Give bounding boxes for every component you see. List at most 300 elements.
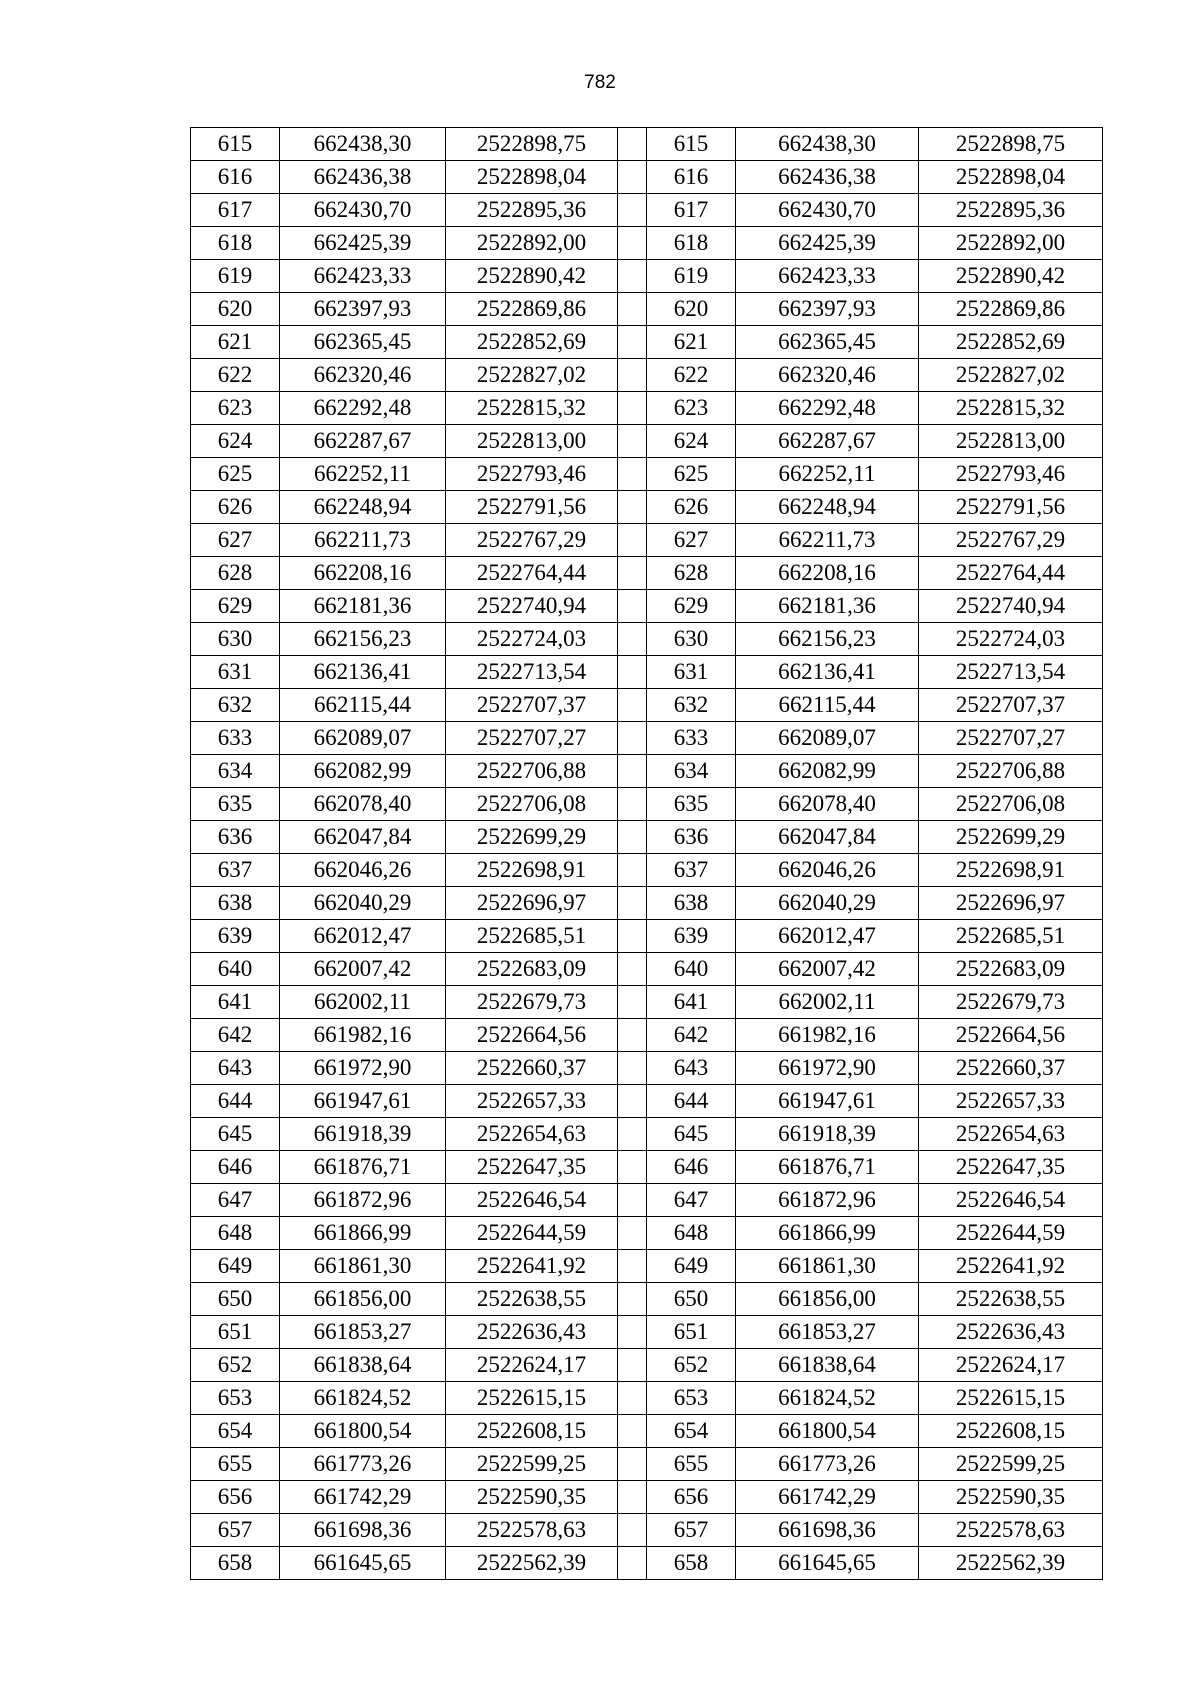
- point-number-cell: 652: [647, 1349, 736, 1382]
- spacer-cell: [618, 722, 647, 755]
- x-coordinate-cell: 661856,00: [736, 1283, 919, 1316]
- point-number-cell: 633: [191, 722, 280, 755]
- x-coordinate-cell: 662292,48: [736, 392, 919, 425]
- y-coordinate-cell: 2522638,55: [919, 1283, 1103, 1316]
- y-coordinate-cell: 2522624,17: [919, 1349, 1103, 1382]
- y-coordinate-cell: 2522898,04: [919, 161, 1103, 194]
- spacer-cell: [618, 1184, 647, 1217]
- point-number-cell: 640: [191, 953, 280, 986]
- x-coordinate-cell: 662040,29: [280, 887, 446, 920]
- spacer-cell: [618, 788, 647, 821]
- y-coordinate-cell: 2522699,29: [446, 821, 618, 854]
- spacer-cell: [618, 689, 647, 722]
- spacer-cell: [618, 1349, 647, 1382]
- x-coordinate-cell: 662430,70: [736, 194, 919, 227]
- point-number-cell: 657: [647, 1514, 736, 1547]
- point-number-cell: 635: [647, 788, 736, 821]
- y-coordinate-cell: 2522615,15: [446, 1382, 618, 1415]
- x-coordinate-cell: 662208,16: [736, 557, 919, 590]
- y-coordinate-cell: 2522698,91: [919, 854, 1103, 887]
- spacer-cell: [618, 260, 647, 293]
- point-number-cell: 641: [647, 986, 736, 1019]
- table-row: [191, 1547, 1103, 1580]
- y-coordinate-cell: 2522869,86: [919, 293, 1103, 326]
- x-coordinate-cell: 662007,42: [280, 953, 446, 986]
- y-coordinate-cell: 2522654,63: [919, 1118, 1103, 1151]
- point-number-cell: 616: [647, 161, 736, 194]
- coordinates-table-body: [191, 128, 1103, 1580]
- y-coordinate-cell: 2522895,36: [919, 194, 1103, 227]
- point-number-cell: 655: [647, 1448, 736, 1481]
- point-number-cell: 654: [647, 1415, 736, 1448]
- y-coordinate-cell: 2522892,00: [919, 227, 1103, 260]
- x-coordinate-cell: 662012,47: [280, 920, 446, 953]
- point-number-cell: 648: [191, 1217, 280, 1250]
- x-coordinate-cell: 662208,16: [280, 557, 446, 590]
- y-coordinate-cell: 2522696,97: [919, 887, 1103, 920]
- y-coordinate-cell: 2522599,25: [446, 1448, 618, 1481]
- x-coordinate-cell: 662181,36: [736, 590, 919, 623]
- spacer-cell: [618, 392, 647, 425]
- table-row: [191, 788, 1103, 821]
- point-number-cell: 626: [647, 491, 736, 524]
- x-coordinate-cell: 661742,29: [280, 1481, 446, 1514]
- point-number-cell: 654: [191, 1415, 280, 1448]
- point-number-cell: 644: [647, 1085, 736, 1118]
- spacer-cell: [618, 524, 647, 557]
- y-coordinate-cell: 2522898,04: [446, 161, 618, 194]
- table-row: [191, 1118, 1103, 1151]
- y-coordinate-cell: 2522815,32: [919, 392, 1103, 425]
- point-number-cell: 618: [191, 227, 280, 260]
- point-number-cell: 639: [647, 920, 736, 953]
- table-row: [191, 260, 1103, 293]
- point-number-cell: 627: [191, 524, 280, 557]
- x-coordinate-cell: 661972,90: [280, 1052, 446, 1085]
- spacer-cell: [618, 1250, 647, 1283]
- point-number-cell: 627: [647, 524, 736, 557]
- point-number-cell: 649: [191, 1250, 280, 1283]
- spacer-cell: [618, 293, 647, 326]
- y-coordinate-cell: 2522767,29: [446, 524, 618, 557]
- point-number-cell: 653: [647, 1382, 736, 1415]
- x-coordinate-cell: 661866,99: [736, 1217, 919, 1250]
- y-coordinate-cell: 2522562,39: [919, 1547, 1103, 1580]
- spacer-cell: [618, 161, 647, 194]
- y-coordinate-cell: 2522791,56: [446, 491, 618, 524]
- x-coordinate-cell: 662211,73: [280, 524, 446, 557]
- spacer-cell: [618, 656, 647, 689]
- spacer-cell: [618, 128, 647, 161]
- x-coordinate-cell: 662287,67: [736, 425, 919, 458]
- point-number-cell: 623: [191, 392, 280, 425]
- x-coordinate-cell: 662423,33: [736, 260, 919, 293]
- spacer-cell: [618, 425, 647, 458]
- y-coordinate-cell: 2522740,94: [919, 590, 1103, 623]
- point-number-cell: 637: [647, 854, 736, 887]
- point-number-cell: 638: [191, 887, 280, 920]
- table-row: [191, 1052, 1103, 1085]
- point-number-cell: 629: [191, 590, 280, 623]
- point-number-cell: 651: [647, 1316, 736, 1349]
- table-row: [191, 524, 1103, 557]
- point-number-cell: 625: [191, 458, 280, 491]
- point-number-cell: 634: [647, 755, 736, 788]
- x-coordinate-cell: 662436,38: [736, 161, 919, 194]
- x-coordinate-cell: 661918,39: [736, 1118, 919, 1151]
- table-row: [191, 359, 1103, 392]
- point-number-cell: 629: [647, 590, 736, 623]
- x-coordinate-cell: 661645,65: [280, 1547, 446, 1580]
- spacer-cell: [618, 854, 647, 887]
- point-number-cell: 634: [191, 755, 280, 788]
- point-number-cell: 621: [191, 326, 280, 359]
- x-coordinate-cell: 662181,36: [280, 590, 446, 623]
- x-coordinate-cell: 661876,71: [280, 1151, 446, 1184]
- spacer-cell: [618, 821, 647, 854]
- x-coordinate-cell: 661947,61: [280, 1085, 446, 1118]
- y-coordinate-cell: 2522590,35: [919, 1481, 1103, 1514]
- point-number-cell: 624: [191, 425, 280, 458]
- x-coordinate-cell: 661856,00: [280, 1283, 446, 1316]
- table-row: [191, 689, 1103, 722]
- point-number-cell: 657: [191, 1514, 280, 1547]
- y-coordinate-cell: 2522664,56: [919, 1019, 1103, 1052]
- point-number-cell: 645: [191, 1118, 280, 1151]
- x-coordinate-cell: 661838,64: [280, 1349, 446, 1382]
- table-row: [191, 887, 1103, 920]
- y-coordinate-cell: 2522815,32: [446, 392, 618, 425]
- table-row: [191, 161, 1103, 194]
- point-number-cell: 658: [647, 1547, 736, 1580]
- point-number-cell: 625: [647, 458, 736, 491]
- point-number-cell: 630: [191, 623, 280, 656]
- y-coordinate-cell: 2522638,55: [446, 1283, 618, 1316]
- x-coordinate-cell: 662156,23: [736, 623, 919, 656]
- spacer-cell: [618, 1151, 647, 1184]
- y-coordinate-cell: 2522683,09: [919, 953, 1103, 986]
- y-coordinate-cell: 2522791,56: [919, 491, 1103, 524]
- point-number-cell: 615: [647, 128, 736, 161]
- point-number-cell: 642: [647, 1019, 736, 1052]
- point-number-cell: 622: [191, 359, 280, 392]
- point-number-cell: 622: [647, 359, 736, 392]
- point-number-cell: 616: [191, 161, 280, 194]
- x-coordinate-cell: 662082,99: [280, 755, 446, 788]
- spacer-cell: [618, 1085, 647, 1118]
- point-number-cell: 623: [647, 392, 736, 425]
- point-number-cell: 658: [191, 1547, 280, 1580]
- point-number-cell: 648: [647, 1217, 736, 1250]
- point-number-cell: 636: [191, 821, 280, 854]
- point-number-cell: 626: [191, 491, 280, 524]
- table-row: [191, 1283, 1103, 1316]
- spacer-cell: [618, 590, 647, 623]
- table-row: [191, 1382, 1103, 1415]
- x-coordinate-cell: 662248,94: [280, 491, 446, 524]
- x-coordinate-cell: 661742,29: [736, 1481, 919, 1514]
- point-number-cell: 641: [191, 986, 280, 1019]
- x-coordinate-cell: 661872,96: [736, 1184, 919, 1217]
- x-coordinate-cell: 661853,27: [736, 1316, 919, 1349]
- table-row: [191, 1019, 1103, 1052]
- point-number-cell: 621: [647, 326, 736, 359]
- table-row: [191, 293, 1103, 326]
- y-coordinate-cell: 2522647,35: [446, 1151, 618, 1184]
- x-coordinate-cell: 662136,41: [736, 656, 919, 689]
- spacer-cell: [618, 1019, 647, 1052]
- point-number-cell: 647: [191, 1184, 280, 1217]
- spacer-cell: [618, 1415, 647, 1448]
- point-number-cell: 636: [647, 821, 736, 854]
- y-coordinate-cell: 2522664,56: [446, 1019, 618, 1052]
- point-number-cell: 630: [647, 623, 736, 656]
- y-coordinate-cell: 2522644,59: [446, 1217, 618, 1250]
- point-number-cell: 646: [647, 1151, 736, 1184]
- y-coordinate-cell: 2522679,73: [919, 986, 1103, 1019]
- x-coordinate-cell: 661982,16: [736, 1019, 919, 1052]
- table-row: [191, 920, 1103, 953]
- spacer-cell: [618, 887, 647, 920]
- table-row: [191, 326, 1103, 359]
- point-number-cell: 631: [191, 656, 280, 689]
- table-row: [191, 821, 1103, 854]
- table-row: [191, 623, 1103, 656]
- y-coordinate-cell: 2522699,29: [919, 821, 1103, 854]
- point-number-cell: 652: [191, 1349, 280, 1382]
- spacer-cell: [618, 359, 647, 392]
- point-number-cell: 619: [647, 260, 736, 293]
- table-row: [191, 1415, 1103, 1448]
- x-coordinate-cell: 662156,23: [280, 623, 446, 656]
- spacer-cell: [618, 986, 647, 1019]
- spacer-cell: [618, 1547, 647, 1580]
- x-coordinate-cell: 662046,26: [736, 854, 919, 887]
- y-coordinate-cell: 2522660,37: [446, 1052, 618, 1085]
- x-coordinate-cell: 662047,84: [736, 821, 919, 854]
- point-number-cell: 635: [191, 788, 280, 821]
- spacer-cell: [618, 1217, 647, 1250]
- x-coordinate-cell: 662248,94: [736, 491, 919, 524]
- point-number-cell: 617: [647, 194, 736, 227]
- x-coordinate-cell: 662136,41: [280, 656, 446, 689]
- y-coordinate-cell: 2522685,51: [919, 920, 1103, 953]
- point-number-cell: 650: [647, 1283, 736, 1316]
- spacer-cell: [618, 1118, 647, 1151]
- spacer-cell: [618, 491, 647, 524]
- y-coordinate-cell: 2522707,37: [446, 689, 618, 722]
- y-coordinate-cell: 2522578,63: [446, 1514, 618, 1547]
- x-coordinate-cell: 661773,26: [736, 1448, 919, 1481]
- spacer-cell: [618, 326, 647, 359]
- y-coordinate-cell: 2522813,00: [446, 425, 618, 458]
- y-coordinate-cell: 2522890,42: [446, 260, 618, 293]
- y-coordinate-cell: 2522599,25: [919, 1448, 1103, 1481]
- x-coordinate-cell: 662115,44: [736, 689, 919, 722]
- table-row: [191, 1448, 1103, 1481]
- y-coordinate-cell: 2522895,36: [446, 194, 618, 227]
- x-coordinate-cell: 662425,39: [736, 227, 919, 260]
- table-row: [191, 1349, 1103, 1382]
- x-coordinate-cell: 662320,46: [280, 359, 446, 392]
- x-coordinate-cell: 661866,99: [280, 1217, 446, 1250]
- x-coordinate-cell: 662115,44: [280, 689, 446, 722]
- x-coordinate-cell: 662040,29: [736, 887, 919, 920]
- x-coordinate-cell: 662047,84: [280, 821, 446, 854]
- y-coordinate-cell: 2522683,09: [446, 953, 618, 986]
- y-coordinate-cell: 2522706,88: [919, 755, 1103, 788]
- x-coordinate-cell: 662252,11: [280, 458, 446, 491]
- spacer-cell: [618, 1514, 647, 1547]
- y-coordinate-cell: 2522764,44: [919, 557, 1103, 590]
- point-number-cell: 620: [647, 293, 736, 326]
- x-coordinate-cell: 662365,45: [280, 326, 446, 359]
- y-coordinate-cell: 2522898,75: [446, 128, 618, 161]
- y-coordinate-cell: 2522713,54: [919, 656, 1103, 689]
- y-coordinate-cell: 2522657,33: [446, 1085, 618, 1118]
- x-coordinate-cell: 662089,07: [736, 722, 919, 755]
- spacer-cell: [618, 953, 647, 986]
- x-coordinate-cell: 661853,27: [280, 1316, 446, 1349]
- x-coordinate-cell: 662078,40: [736, 788, 919, 821]
- point-number-cell: 647: [647, 1184, 736, 1217]
- table-row: [191, 1481, 1103, 1514]
- y-coordinate-cell: 2522724,03: [919, 623, 1103, 656]
- point-number-cell: 651: [191, 1316, 280, 1349]
- point-number-cell: 650: [191, 1283, 280, 1316]
- x-coordinate-cell: 661773,26: [280, 1448, 446, 1481]
- x-coordinate-cell: 662082,99: [736, 755, 919, 788]
- point-number-cell: 643: [647, 1052, 736, 1085]
- spacer-cell: [618, 755, 647, 788]
- x-coordinate-cell: 661824,52: [736, 1382, 919, 1415]
- y-coordinate-cell: 2522615,15: [919, 1382, 1103, 1415]
- y-coordinate-cell: 2522707,37: [919, 689, 1103, 722]
- point-number-cell: 620: [191, 293, 280, 326]
- x-coordinate-cell: 661698,36: [280, 1514, 446, 1547]
- table-row: [191, 425, 1103, 458]
- point-number-cell: 656: [191, 1481, 280, 1514]
- point-number-cell: 642: [191, 1019, 280, 1052]
- x-coordinate-cell: 662438,30: [736, 128, 919, 161]
- y-coordinate-cell: 2522713,54: [446, 656, 618, 689]
- x-coordinate-cell: 662078,40: [280, 788, 446, 821]
- x-coordinate-cell: 662438,30: [280, 128, 446, 161]
- x-coordinate-cell: 662430,70: [280, 194, 446, 227]
- table-row: [191, 953, 1103, 986]
- point-number-cell: 628: [191, 557, 280, 590]
- point-number-cell: 643: [191, 1052, 280, 1085]
- point-number-cell: 619: [191, 260, 280, 293]
- x-coordinate-cell: 661982,16: [280, 1019, 446, 1052]
- y-coordinate-cell: 2522608,15: [446, 1415, 618, 1448]
- y-coordinate-cell: 2522636,43: [919, 1316, 1103, 1349]
- point-number-cell: 638: [647, 887, 736, 920]
- table-row: [191, 755, 1103, 788]
- y-coordinate-cell: 2522641,92: [446, 1250, 618, 1283]
- x-coordinate-cell: 662287,67: [280, 425, 446, 458]
- x-coordinate-cell: 662089,07: [280, 722, 446, 755]
- table-row: [191, 1151, 1103, 1184]
- y-coordinate-cell: 2522641,92: [919, 1250, 1103, 1283]
- table-row: [191, 194, 1103, 227]
- y-coordinate-cell: 2522898,75: [919, 128, 1103, 161]
- point-number-cell: 637: [191, 854, 280, 887]
- x-coordinate-cell: 661972,90: [736, 1052, 919, 1085]
- table-row: [191, 392, 1103, 425]
- table-row: [191, 557, 1103, 590]
- y-coordinate-cell: 2522706,08: [919, 788, 1103, 821]
- x-coordinate-cell: 661800,54: [736, 1415, 919, 1448]
- spacer-cell: [618, 1448, 647, 1481]
- table-row: [191, 1184, 1103, 1217]
- y-coordinate-cell: 2522698,91: [446, 854, 618, 887]
- y-coordinate-cell: 2522657,33: [919, 1085, 1103, 1118]
- table-row: [191, 1316, 1103, 1349]
- spacer-cell: [618, 1316, 647, 1349]
- y-coordinate-cell: 2522590,35: [446, 1481, 618, 1514]
- x-coordinate-cell: 661645,65: [736, 1547, 919, 1580]
- table-row: [191, 656, 1103, 689]
- x-coordinate-cell: 661824,52: [280, 1382, 446, 1415]
- y-coordinate-cell: 2522696,97: [446, 887, 618, 920]
- x-coordinate-cell: 661698,36: [736, 1514, 919, 1547]
- y-coordinate-cell: 2522660,37: [919, 1052, 1103, 1085]
- spacer-cell: [618, 1052, 647, 1085]
- table-row: [191, 491, 1103, 524]
- y-coordinate-cell: 2522793,46: [919, 458, 1103, 491]
- x-coordinate-cell: 662252,11: [736, 458, 919, 491]
- y-coordinate-cell: 2522624,17: [446, 1349, 618, 1382]
- spacer-cell: [618, 194, 647, 227]
- y-coordinate-cell: 2522706,88: [446, 755, 618, 788]
- y-coordinate-cell: 2522636,43: [446, 1316, 618, 1349]
- point-number-cell: 618: [647, 227, 736, 260]
- y-coordinate-cell: 2522647,35: [919, 1151, 1103, 1184]
- point-number-cell: 646: [191, 1151, 280, 1184]
- spacer-cell: [618, 1382, 647, 1415]
- x-coordinate-cell: 662292,48: [280, 392, 446, 425]
- x-coordinate-cell: 661872,96: [280, 1184, 446, 1217]
- y-coordinate-cell: 2522578,63: [919, 1514, 1103, 1547]
- x-coordinate-cell: 661876,71: [736, 1151, 919, 1184]
- page-number: 782: [584, 72, 616, 93]
- y-coordinate-cell: 2522608,15: [919, 1415, 1103, 1448]
- y-coordinate-cell: 2522679,73: [446, 986, 618, 1019]
- y-coordinate-cell: 2522852,69: [446, 326, 618, 359]
- x-coordinate-cell: 662211,73: [736, 524, 919, 557]
- coordinates-table: [190, 127, 1103, 1580]
- y-coordinate-cell: 2522724,03: [446, 623, 618, 656]
- y-coordinate-cell: 2522813,00: [919, 425, 1103, 458]
- point-number-cell: 617: [191, 194, 280, 227]
- y-coordinate-cell: 2522644,59: [919, 1217, 1103, 1250]
- table-row: [191, 458, 1103, 491]
- table-row: [191, 590, 1103, 623]
- spacer-cell: [618, 623, 647, 656]
- point-number-cell: 640: [647, 953, 736, 986]
- point-number-cell: 632: [647, 689, 736, 722]
- point-number-cell: 632: [191, 689, 280, 722]
- y-coordinate-cell: 2522646,54: [446, 1184, 618, 1217]
- y-coordinate-cell: 2522740,94: [446, 590, 618, 623]
- x-coordinate-cell: 662423,33: [280, 260, 446, 293]
- x-coordinate-cell: 661947,61: [736, 1085, 919, 1118]
- y-coordinate-cell: 2522793,46: [446, 458, 618, 491]
- point-number-cell: 644: [191, 1085, 280, 1118]
- x-coordinate-cell: 662436,38: [280, 161, 446, 194]
- y-coordinate-cell: 2522869,86: [446, 293, 618, 326]
